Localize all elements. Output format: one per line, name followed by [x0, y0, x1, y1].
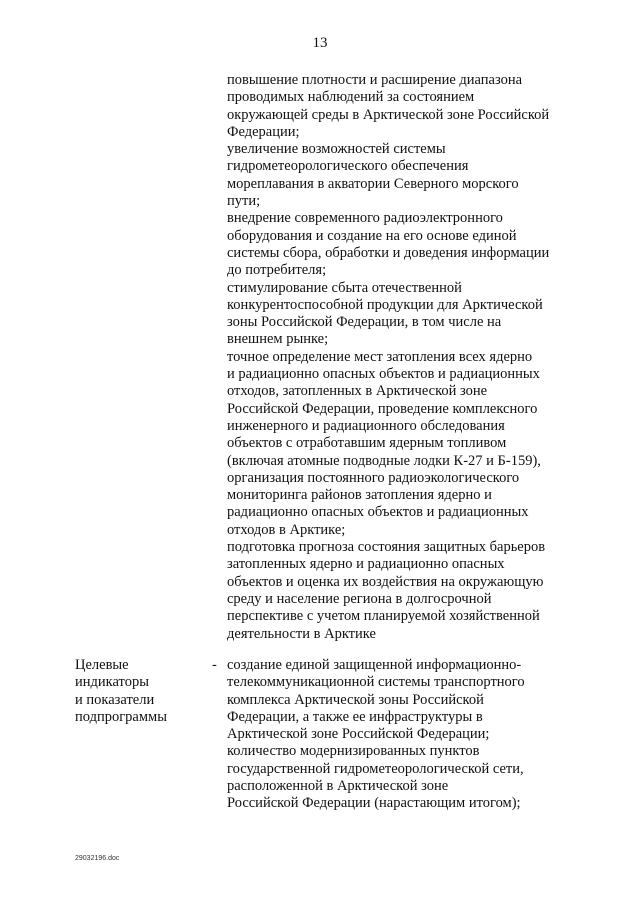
- text-line: оборудования и создание на его основе единой: [227, 227, 517, 244]
- text-line: мореплавания в акватории Северного морского: [227, 175, 519, 192]
- text-line: конкурентоспособной продукции для Арктической: [227, 296, 543, 313]
- text-line: отходов в Арктике;: [227, 521, 346, 538]
- objectives-text-block: [227, 72, 627, 643]
- text-line: объектов и оценка их воздействия на окружающую: [227, 573, 544, 590]
- text-line: создание единой защищенной информационно-: [227, 657, 522, 673]
- text-line: объектов с отработавшим ядерным топливом: [227, 435, 507, 452]
- text-line: зоны Российской Федерации, в том числе на: [227, 314, 502, 331]
- text-line: среду и население региона в долгосрочной: [227, 590, 492, 607]
- text-line: инженерного и радиационного обследования: [227, 417, 505, 434]
- text-line: пути;: [227, 193, 261, 210]
- text-line: затопленных ядерно и радиационно опасных: [227, 556, 505, 573]
- text-line: организация постоянного радиоэкологического: [227, 469, 520, 486]
- text-line: отходов, затопленных в Арктической зоне: [227, 383, 488, 400]
- text-line: перспективе с учетом планируемой хозяйственной: [227, 608, 540, 625]
- section-dash: -: [212, 657, 217, 673]
- text-line: (включая атомные подводные лодки К-27 и Б-159),: [227, 452, 541, 469]
- text-line: Федерации;: [227, 123, 300, 140]
- section-label-line: и показатели: [75, 691, 155, 708]
- text-line: и радиационно опасных объектов и радиационных: [227, 366, 540, 383]
- page-number: 13: [312, 35, 328, 51]
- text-line: проводимых наблюдений за состоянием: [227, 89, 475, 106]
- text-line: расположенной в Арктической зоне: [227, 778, 449, 795]
- section-label-line: Целевые: [75, 657, 129, 673]
- text-line: Арктической зоне Российской Федерации;: [227, 726, 490, 743]
- text-line: внедрение современного радиоэлектронного: [227, 210, 503, 227]
- text-line: Российской Федерации, проведение комплексного: [227, 400, 538, 417]
- text-line: гидрометеорологического обеспечения: [227, 158, 469, 175]
- text-line: количество модернизированных пунктов: [227, 743, 480, 760]
- text-line: системы сбора, обработки и доведения информации: [227, 244, 550, 261]
- text-line: радиационно опасных объектов и радиационных: [227, 504, 529, 521]
- text-line: подготовка прогноза состояния защитных барьеров: [227, 539, 546, 556]
- text-line: государственной гидрометеорологической сети,: [227, 760, 524, 777]
- section-label: [75, 657, 205, 726]
- text-line: до потребителя;: [227, 262, 327, 279]
- text-line: точное определение мест затопления всех ядерно: [227, 348, 533, 365]
- text-line: телекоммуникационной системы транспортного: [227, 674, 525, 691]
- text-line: увеличение возможностей системы: [227, 141, 446, 158]
- text-line: стимулирование сбыта отечественной: [227, 279, 462, 296]
- text-line: Российской Федерации (нарастающим итогом);: [227, 795, 521, 812]
- section-label-line: подпрограммы: [75, 708, 167, 725]
- section-label-line: индикаторы: [75, 674, 149, 691]
- indicators-text-block: [227, 657, 627, 813]
- text-line: повышение плотности и расширение диапазона: [227, 72, 523, 88]
- text-line: окружающей среды в Арктической зоне Российской: [227, 106, 550, 123]
- text-line: комплекса Арктической зоны Российской: [227, 691, 484, 708]
- footer-filename: 29032196.doc: [75, 855, 120, 862]
- text-line: внешнем рынке;: [227, 331, 329, 348]
- text-line: Федерации, а также ее инфраструктуры в: [227, 708, 483, 725]
- text-line: мониторинга районов затопления ядерно и: [227, 487, 492, 504]
- text-line: деятельности в Арктике: [227, 625, 376, 642]
